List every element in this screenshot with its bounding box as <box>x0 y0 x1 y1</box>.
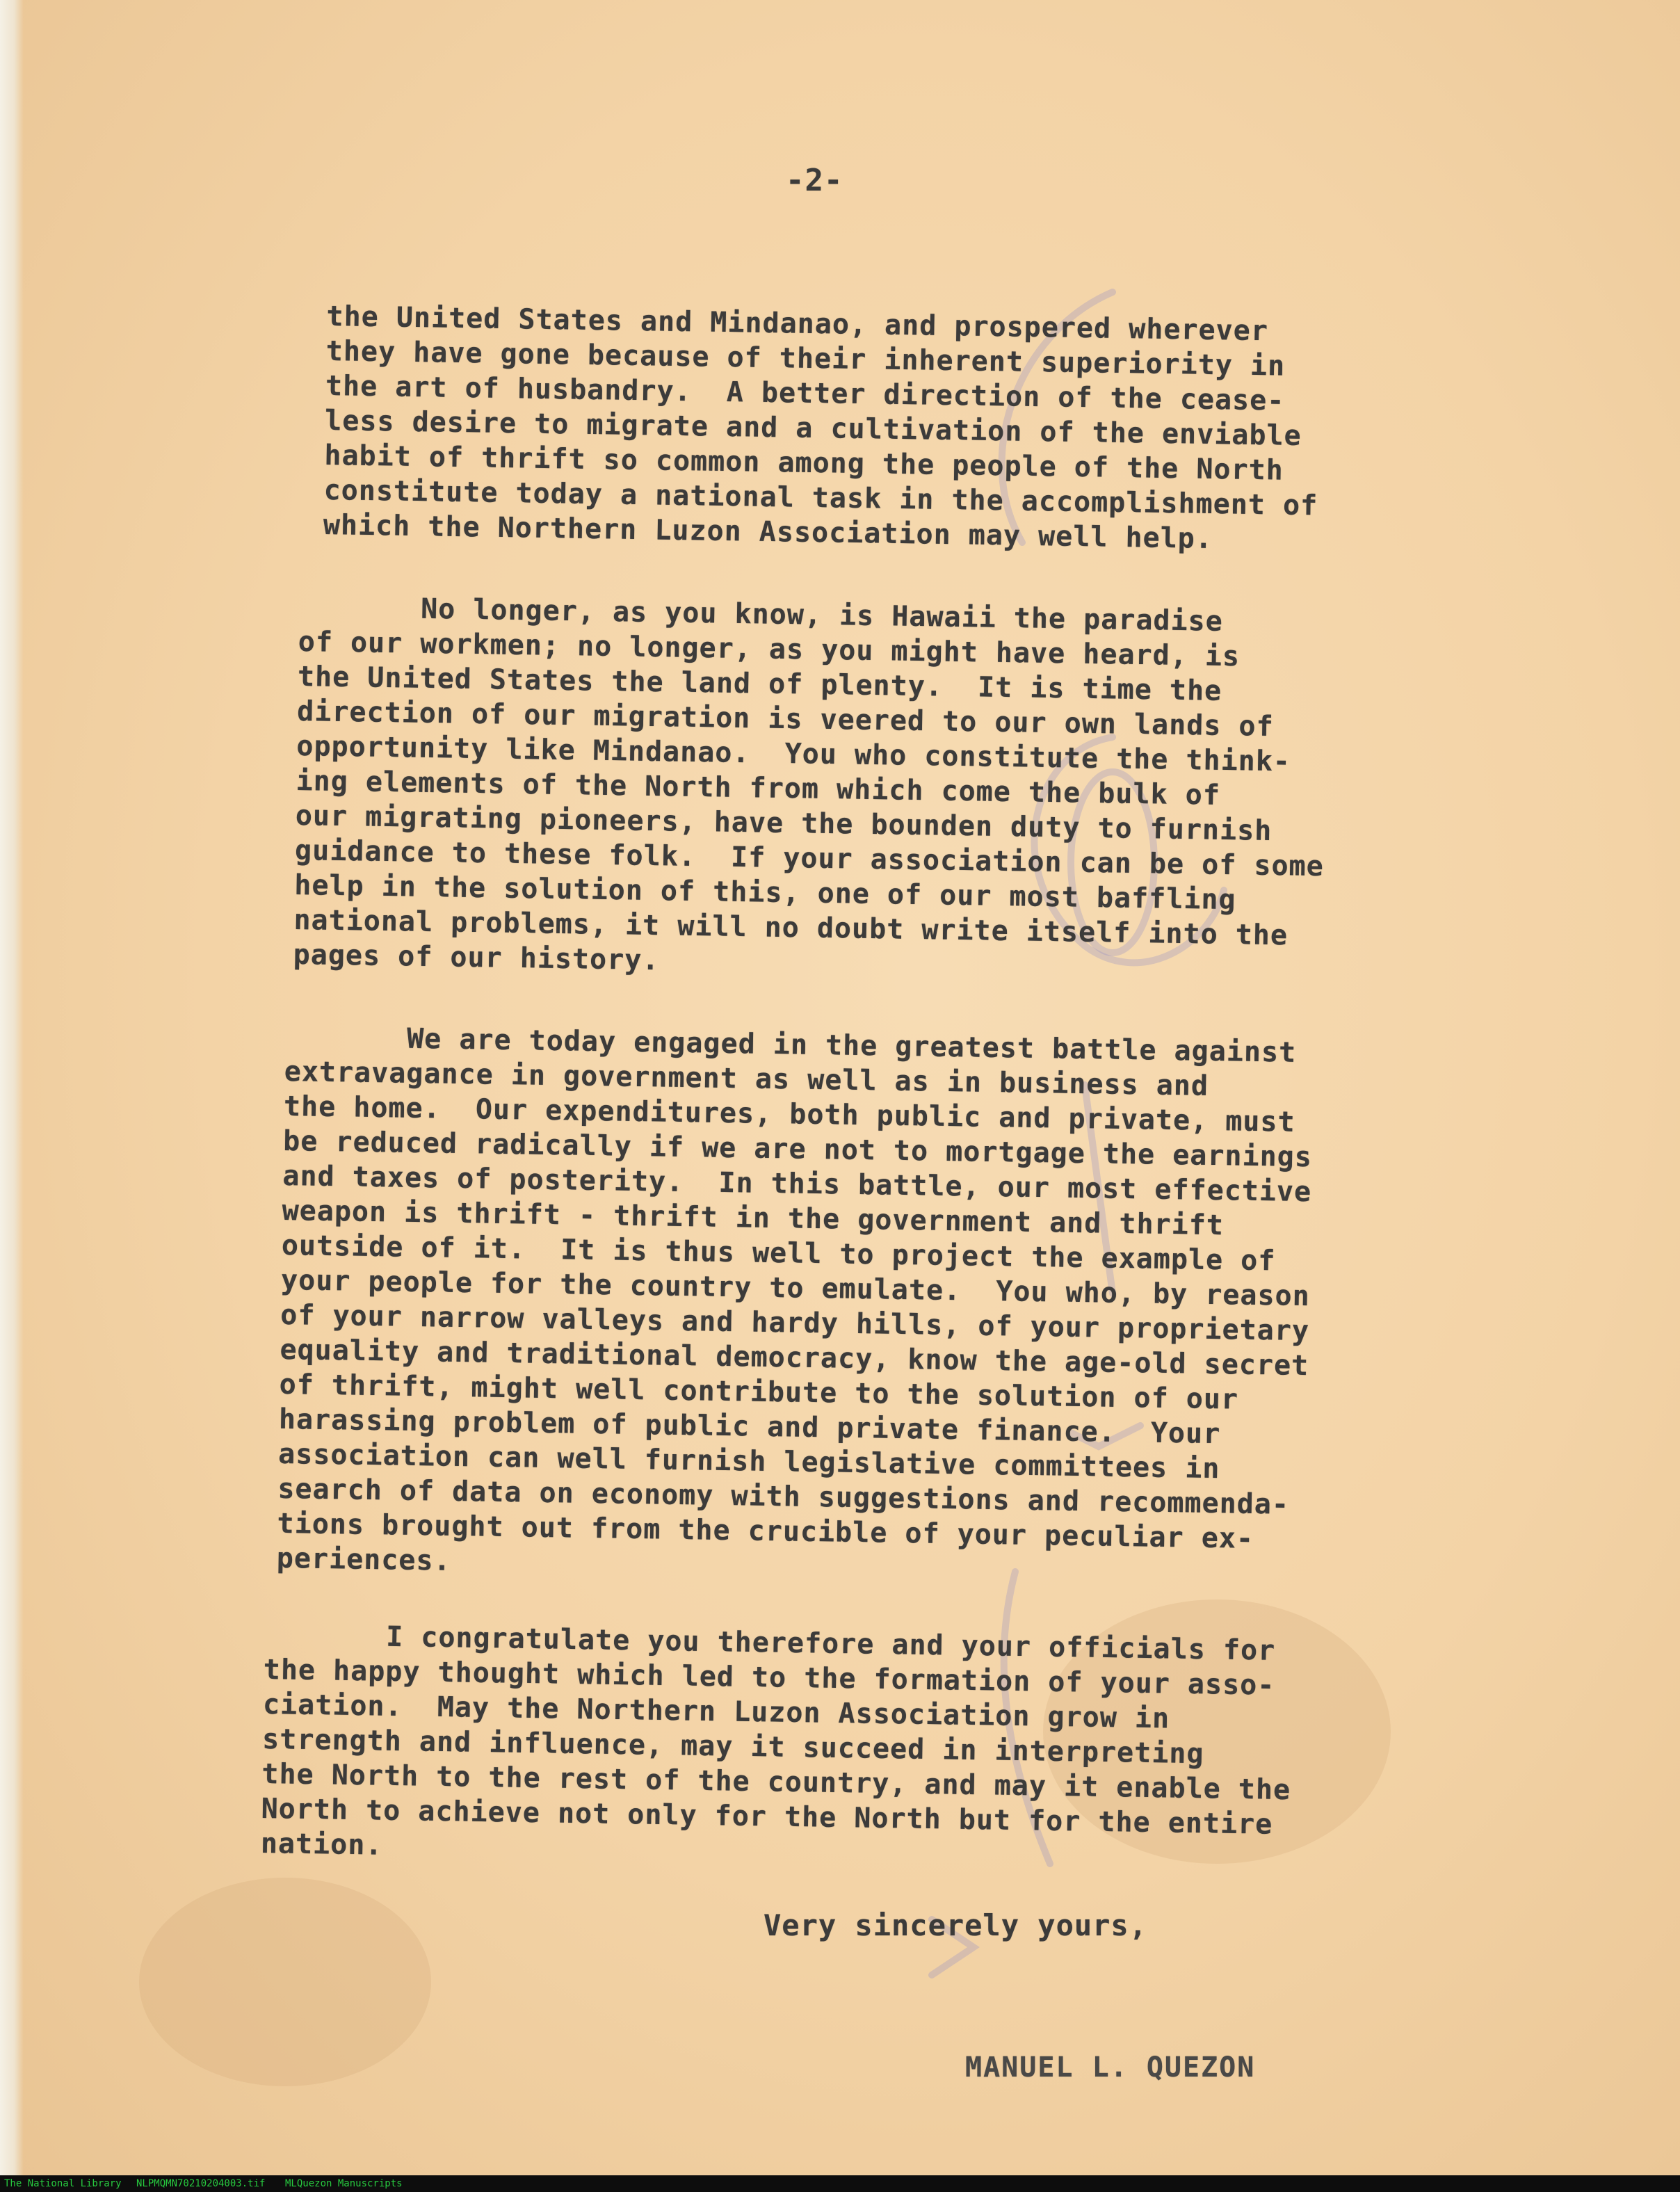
letter-paragraph: the United States and Mindanao, and prospered wherever they have gone because of their inherent superiority in the art of husbandry. A better direction of the cease- less desire to migrate and a cultivation of the enviable habit of thrift so common among the people of the North constitute today a national task in the accomplishment of which the Northern Luzon Association may well help. <box>323 300 1318 556</box>
letter-paragraph: We are today engaged in the greatest battle against extravagance in government as well as in business and the home. Our expenditures, both public and private, must be reduced radically if we are not to mortgage the earnings and taxes of posterity. In this battle, our most effective weapon is thrift - thrift in the government and thrift outside of it. It is thus well to project the example of your people for the country to emulate. You who, by reason of your narrow valleys and hardy hills, of your proprietary equality and traditional democracy, know the age-old secret of thrift, might well contribute to the solution of our harassing problem of public and private finance. Your association can well furnish legislative committees in search of data on economy with suggestions and recommenda- tions brought out from the crucible of your peculiar ex- periences. <box>276 1020 1313 1577</box>
footer-source: The National Library <box>4 2178 122 2189</box>
signature-name: MANUEL L. QUEZON <box>965 2052 1256 2084</box>
footer-file-name: NLPMQMN70210204003.tif <box>136 2178 266 2189</box>
scan-edge <box>0 0 24 2175</box>
scan-footer-bar <box>0 2175 1680 2192</box>
page-number: -2- <box>786 163 843 198</box>
letter-paragraph: I congratulate you therefore and your officials for the happy thought which led to the formation of your asso- ciation. May the Northern Luzon Association grow in strength and influence, may it succeed in interpreting the North to the rest of the country, and may it enable the North to achieve not only for the North but for the entire nation. <box>260 1618 1291 1862</box>
letter-paragraph: No longer, as you know, is Hawaii the paradise of our workmen; no longer, as you might have heard, is the United States the land of plenty. It is time the direction of our migration is veered to our own lands of opportunity like Mindanao. You who constitute the think- ing elements of the North from which come the bulk of our migrating pioneers, have the bounden duty to furnish guidance to these folk. If your association can be of some help in the solution of this, one of our most baffling national problems, it will no doubt write itself into the pages of our history. <box>293 590 1325 977</box>
letter-closing: Very sincerely yours, <box>764 1908 1148 1942</box>
footer-collection: MLQuezon Manuscripts <box>285 2178 403 2189</box>
paper-stain <box>139 1878 431 2086</box>
